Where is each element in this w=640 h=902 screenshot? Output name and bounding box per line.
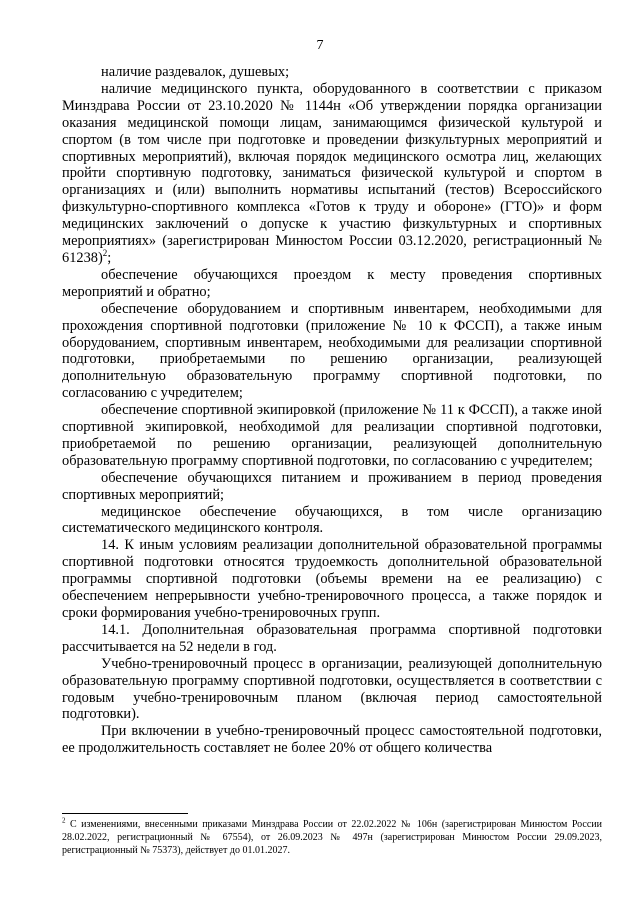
- footnote-reference[interactable]: 2: [102, 248, 108, 259]
- paragraph: обеспечение обучающихся питанием и проживанием в период проведения спортивных мероприятий;: [62, 469, 602, 503]
- page-number: 7: [316, 38, 324, 53]
- paragraph-text: наличие медицинского пункта, оборудованного в соответствии с приказом Минздрава России от 23.10.2020 № 1144н «Об утверждении порядка организации оказания медицинской помощи лицам, занимающимся физической культурой и спортом (в том числе при подготовке и проведении физкультурных мероприятий и спортивных мероприятий), включая порядок медицинского осмотра лиц, желающих пройти спортивную подготовку, заниматься физической культурой и спортом в организациях и (или) выполнить нормативы испытаний (тестов) Всероссийского физкультурно-спортивного комплекса «Готов к труду и обороне» (ГТО)» и форм медицинских заключений о допуске к участию физкультурных и спортивных мероприятиях» (зарегистрирован Минюстом России 03.12.2020, регистрационный № 61238): [62, 80, 602, 266]
- paragraph: Учебно-тренировочный процесс в организации, реализующей дополнительную образовательную программу спортивной подготовки, осуществляется в соответствии с годовым учебно-тренировочным планом (включая период самостоятельной подготовки).: [62, 655, 602, 723]
- paragraph: обеспечение спортивной экипировкой (приложение № 11 к ФССП), а также иной спортивной экипировкой, необходимой для реализации спортивной подготовки, приобретаемой по решению организации, реализующей дополнительную образовательную программу спортивной подготовки, по согласованию с учредителем;: [62, 402, 602, 469]
- paragraph: При включении в учебно-тренировочный процесс самостоятельной подготовки, ее продолжительность составляет не более 20% от общего количества: [62, 723, 602, 757]
- punctuation: ;: [107, 249, 112, 266]
- paragraph: обеспечение обучающихся проездом к месту проведения спортивных мероприятий и обратно;: [62, 266, 602, 300]
- paragraph: медицинское обеспечение обучающихся, в том числе организацию систематического медицинского контроля.: [62, 503, 602, 537]
- paragraph: [62, 81, 602, 267]
- paragraph: наличие раздевалок, душевых;: [101, 64, 290, 80]
- paragraph: 14.1. Дополнительная образовательная программа спортивной подготовки рассчитывается на 52 недели в год.: [62, 621, 602, 655]
- paragraph: 14. К иным условиям реализации дополнительной образовательной программы спортивной подготовки относятся трудоемкость дополнительной образовательной программы спортивной подготовки (объемы времени на ее реализацию) с обеспечением непрерывности учебно-тренировочного процесса, а также порядок и сроки формирования учебно-тренировочных групп.: [62, 537, 602, 621]
- body-text: [62, 64, 602, 757]
- footnote-divider: [62, 813, 188, 814]
- footnote-text: С изменениями, внесенными приказами Минздрава России от 22.02.2022 № 106н (зарегистрирован Минюстом России 28.02.2022, регистрационный № 67554), от 26.09.2023 № 497н (зарегистрирован Минюстом России 29.09.2023, регистрационный № 75373), действует до 01.01.2027.: [62, 819, 602, 856]
- footnote-marker: 2: [62, 816, 66, 825]
- footnote: [62, 818, 602, 857]
- paragraph: обеспечение оборудованием и спортивным инвентарем, необходимыми для прохождения спортивной подготовки (приложение № 10 к ФССП), а также иным оборудованием, спортивным инвентарем, необходимыми для реализации спортивной подготовки, приобретаемыми по решению организации, реализующей дополнительную образовательную программу спортивной подготовки, по согласованию с учредителем;: [62, 300, 602, 402]
